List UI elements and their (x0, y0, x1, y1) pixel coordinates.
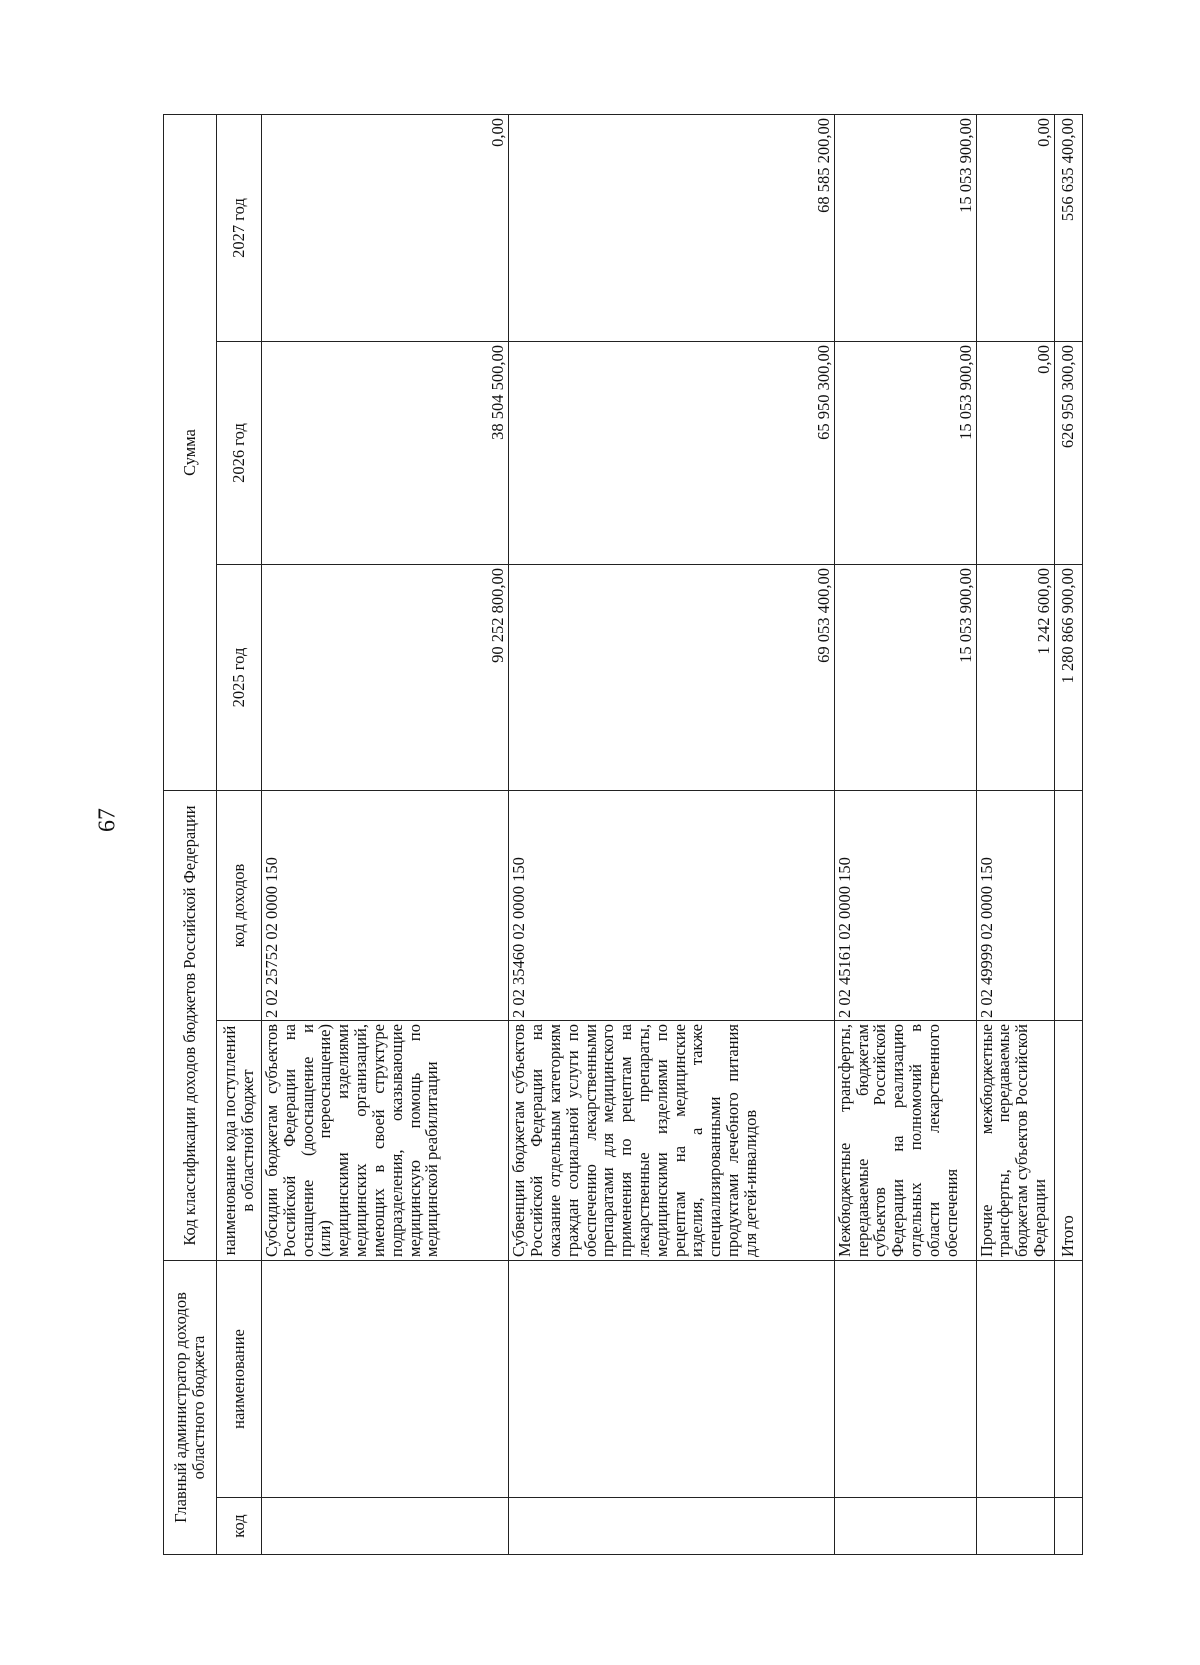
amount-2025: 1 242 600,00 (976, 564, 1054, 790)
total-2025: 1 280 866 900,00 (1054, 564, 1082, 790)
amount-2026: 38 504 500,00 (262, 341, 509, 564)
admin-name-cell (262, 1261, 509, 1498)
header-income-code: код доходов (217, 790, 262, 1020)
total-2027: 556 635 400,00 (1054, 114, 1082, 341)
total-2026: 626 950 300,00 (1054, 341, 1082, 564)
amount-2027: 15 053 900,00 (834, 114, 976, 341)
header-year-2026: 2026 год (217, 341, 262, 564)
header-admin-group: Главный администратор доходов областного бюджета (164, 1261, 217, 1555)
admin-name-cell (976, 1261, 1054, 1498)
admin-code-cell (834, 1498, 976, 1555)
admin-code-cell (976, 1498, 1054, 1555)
income-code: 2 02 25752 02 0000 150 (262, 790, 509, 1020)
table-row (509, 114, 834, 1554)
income-code: 2 02 45161 02 0000 150 (834, 790, 976, 1020)
income-code: 2 02 35460 02 0000 150 (509, 790, 834, 1020)
amount-2027: 0,00 (262, 114, 509, 341)
budget-income-table (163, 114, 1083, 1555)
header-sum-group: Сумма (164, 114, 217, 790)
header-classification-group: Код классификации доходов бюджетов Российской Федерации (164, 790, 217, 1260)
income-description: Межбюджетные трансферты, передаваемые бюджетам субъектов Российской Федерации на реализацию отдельных полномочий в области лекарственного обеспечения (834, 1021, 976, 1261)
amount-2025: 15 053 900,00 (834, 564, 976, 790)
admin-code-cell (262, 1498, 509, 1555)
admin-code-cell (509, 1498, 834, 1555)
admin-name-cell (509, 1261, 834, 1498)
total-code-cell (1054, 790, 1082, 1020)
amount-2026: 65 950 300,00 (509, 341, 834, 564)
amount-2025: 69 053 400,00 (509, 564, 834, 790)
total-label: Итого (1054, 1021, 1082, 1261)
header-admin-name: наименование (217, 1261, 262, 1498)
table-row (834, 114, 976, 1554)
page-number: 67 (94, 808, 121, 832)
income-code: 2 02 49999 02 0000 150 (976, 790, 1054, 1020)
income-description: Субвенции бюджетам субъектов Российской Федерации на оказание отдельным категориям граждан социальной услуги по обеспечению лекарственными препаратами для медицинского применения по рецептам на лекарственные препараты, медицинскими изделиями по рецептам на медицинские изделия, а также специализированными продуктами лечебного питания для детей-инвалидов (509, 1021, 834, 1261)
header-row-2 (217, 114, 262, 1554)
admin-code-cell (1054, 1498, 1082, 1555)
total-row (1054, 114, 1082, 1554)
admin-name-cell (1054, 1261, 1082, 1498)
table-row (262, 114, 509, 1554)
amount-2025: 90 252 800,00 (262, 564, 509, 790)
header-admin-code: код (217, 1498, 262, 1555)
amount-2026: 0,00 (976, 341, 1054, 564)
header-year-2027: 2027 год (217, 114, 262, 341)
header-year-2025: 2025 год (217, 564, 262, 790)
income-description: Прочие межбюджетные трансферты, передаваемые бюджетам субъектов Российской Федерации (976, 1021, 1054, 1261)
amount-2027: 0,00 (976, 114, 1054, 341)
header-income-name: наименование кода поступлений в областной бюджет (217, 1021, 262, 1261)
rotated-page-content (163, 115, 1083, 1555)
table-row (976, 114, 1054, 1554)
amount-2026: 15 053 900,00 (834, 341, 976, 564)
header-row-1 (164, 114, 217, 1554)
admin-name-cell (834, 1261, 976, 1498)
income-description: Субсидии бюджетам субъектов Российской Федерации на оснащение (дооснащение и (или) переоснащение) медицинскими изделиями медицинских организаций, имеющих в своей структуре подразделения, оказывающие медицинскую помощь по медицинской реабилитации (262, 1021, 509, 1261)
amount-2027: 68 585 200,00 (509, 114, 834, 341)
